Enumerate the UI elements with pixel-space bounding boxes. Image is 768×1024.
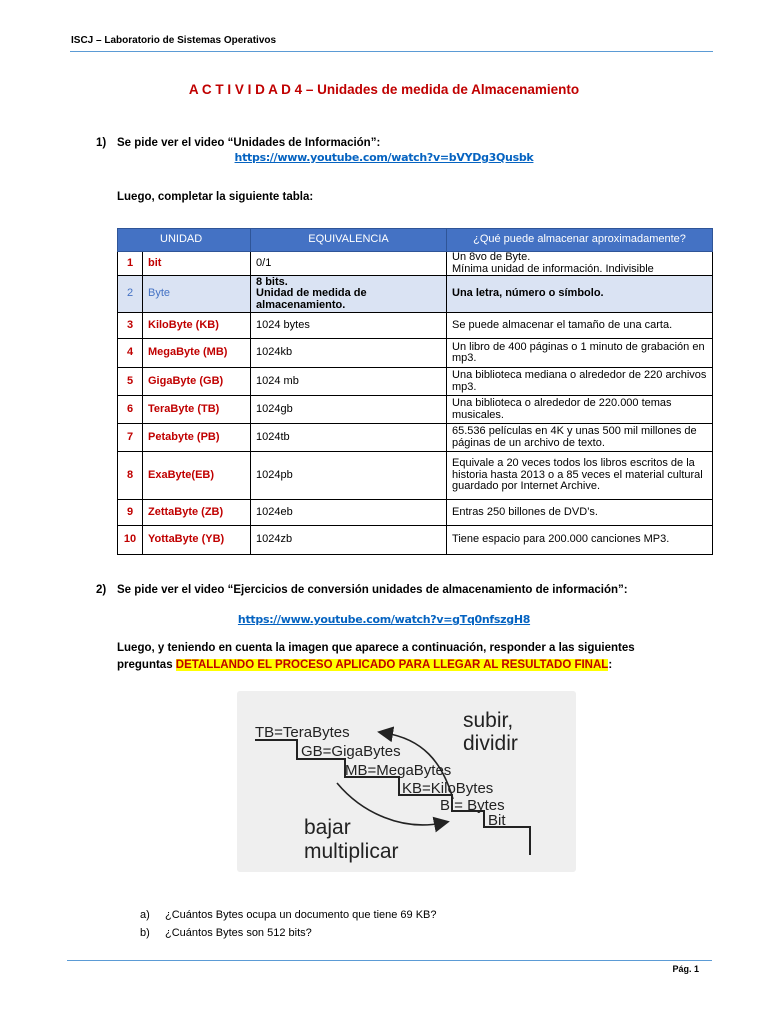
question-1-text: Se pide ver el video “Unidades de Información”: [117, 137, 381, 149]
table-row [118, 424, 713, 452]
table-instruction: Luego, completar la siguiente tabla: [117, 191, 314, 203]
row-number: 8 [118, 452, 143, 500]
row-number: 6 [118, 396, 143, 424]
footer-divider [67, 960, 712, 961]
bit-label: Bit [488, 812, 506, 829]
unit-name: ZettaByte (ZB) [143, 500, 251, 526]
unit-name: YottaByte (YB) [143, 526, 251, 555]
capacity-description: Una biblioteca o alrededor de 220.000 temas musicales. [447, 396, 713, 424]
instructions-line-2 [117, 657, 612, 674]
question-a-letter: a) [140, 909, 150, 921]
dividir-label: dividir [463, 732, 518, 755]
header-divider [70, 51, 713, 52]
capacity-description: Se puede almacenar el tamaño de una carta. [447, 313, 713, 339]
equivalence: 1024 mb [251, 368, 447, 396]
row-number: 5 [118, 368, 143, 396]
equivalence: 0/1 [251, 252, 447, 276]
table-row [118, 500, 713, 526]
row-number: 9 [118, 500, 143, 526]
table-row [118, 452, 713, 500]
unit-name: Byte [143, 276, 251, 313]
highlighted-instruction: DETALLANDO EL PROCESO APLICADO PARA LLEGAR AL RESULTADO FINAL [175, 659, 609, 671]
bajar-label: bajar [304, 816, 351, 839]
capacity-description: Un 8vo de Byte. Mínima unidad de información. Indivisible [447, 252, 713, 276]
page-number: Pág. 1 [672, 964, 699, 974]
kb-label: KB=KiloBytes [402, 780, 494, 797]
header-unidad: UNIDAD [118, 229, 251, 252]
capacity-description: Una biblioteca mediana o alrededor de 220 archivos mp3. [447, 368, 713, 396]
question-1-number: 1) [96, 137, 107, 149]
equivalence: 1024gb [251, 396, 447, 424]
question-2-number: 2) [96, 584, 107, 596]
equivalence: 1024zb [251, 526, 447, 555]
question-b-text: ¿Cuántos Bytes son 512 bits? [165, 927, 312, 939]
instructions-prefix: preguntas [117, 659, 176, 671]
subir-label: subir, [463, 709, 514, 732]
table-row [118, 313, 713, 339]
gb-label: GB=GigaBytes [301, 743, 401, 760]
mb-label: MB=MegaBytes [345, 762, 452, 779]
equivalence: 1024kb [251, 339, 447, 368]
question-a-text: ¿Cuántos Bytes ocupa un documento que tiene 69 KB? [165, 909, 437, 921]
table-row [118, 276, 713, 313]
video-link-2[interactable]: https://www.youtube.com/watch?v=gTq0nfszgH8 [237, 613, 531, 626]
unit-name: GigaByte (GB) [143, 368, 251, 396]
conversion-diagram [237, 691, 576, 872]
question-2-text: Se pide ver el video “Ejercicios de conversión unidades de almacenamiento de información”: [117, 584, 628, 596]
capacity-description: Entras 250 billones de DVD’s. [447, 500, 713, 526]
capacity-description: Equivale a 20 veces todos los libros escritos de la historia hasta 2013 o a 85 veces el material cultural guardado por Internet Archive. [447, 452, 713, 500]
table-row [118, 252, 713, 276]
header-que-almacenar: ¿Qué puede almacenar aproximadamente? [447, 229, 713, 252]
tb-label: TB=TeraBytes [255, 724, 350, 741]
unit-name: TeraByte (TB) [143, 396, 251, 424]
page-title: A C T I V I D A D 4 – Unidades de medida de Almacenamiento [188, 82, 580, 97]
capacity-description: Un libro de 400 páginas o 1 minuto de grabación en mp3. [447, 339, 713, 368]
unit-name: Petabyte (PB) [143, 424, 251, 452]
row-number: 4 [118, 339, 143, 368]
equivalence: 1024 bytes [251, 313, 447, 339]
capacity-description: 65.536 películas en 4K y unas 500 mil millones de páginas de un archivo de texto. [447, 424, 713, 452]
equivalence: 1024tb [251, 424, 447, 452]
row-number: 2 [118, 276, 143, 313]
capacity-description: Una letra, número o símbolo. [447, 276, 713, 313]
multiplicar-label: multiplicar [304, 840, 399, 863]
question-b-letter: b) [140, 927, 150, 939]
table-row [118, 526, 713, 555]
row-number: 10 [118, 526, 143, 555]
equivalence: 8 bits. Unidad de medida de almacenamiento. [251, 276, 447, 313]
table-row [118, 339, 713, 368]
table-row [118, 368, 713, 396]
table-header-row [118, 229, 713, 252]
question-b [140, 927, 312, 939]
video-link-1[interactable]: https://www.youtube.com/watch?v=bVYDg3Qusbk [234, 151, 534, 164]
question-a [140, 909, 437, 921]
capacity-description: Tiene espacio para 200.000 canciones MP3. [447, 526, 713, 555]
equivalence: 1024eb [251, 500, 447, 526]
document-header: ISCJ – Laboratorio de Sistemas Operativos [71, 35, 277, 46]
table-row [118, 396, 713, 424]
instructions-line-1: Luego, y teniendo en cuenta la imagen que aparece a continuación, responder a las siguientes [117, 642, 635, 654]
row-number: 3 [118, 313, 143, 339]
row-number: 7 [118, 424, 143, 452]
equivalence: 1024pb [251, 452, 447, 500]
unit-name: MegaByte (MB) [143, 339, 251, 368]
instructions-suffix: : [608, 659, 613, 671]
row-number: 1 [118, 252, 143, 276]
unit-name: bit [143, 252, 251, 276]
unit-name: KiloByte (KB) [143, 313, 251, 339]
unit-name: ExaByte(EB) [143, 452, 251, 500]
storage-units-table [117, 228, 713, 555]
header-equivalencia: EQUIVALENCIA [251, 229, 447, 252]
b-label: B = Bytes [440, 797, 505, 814]
